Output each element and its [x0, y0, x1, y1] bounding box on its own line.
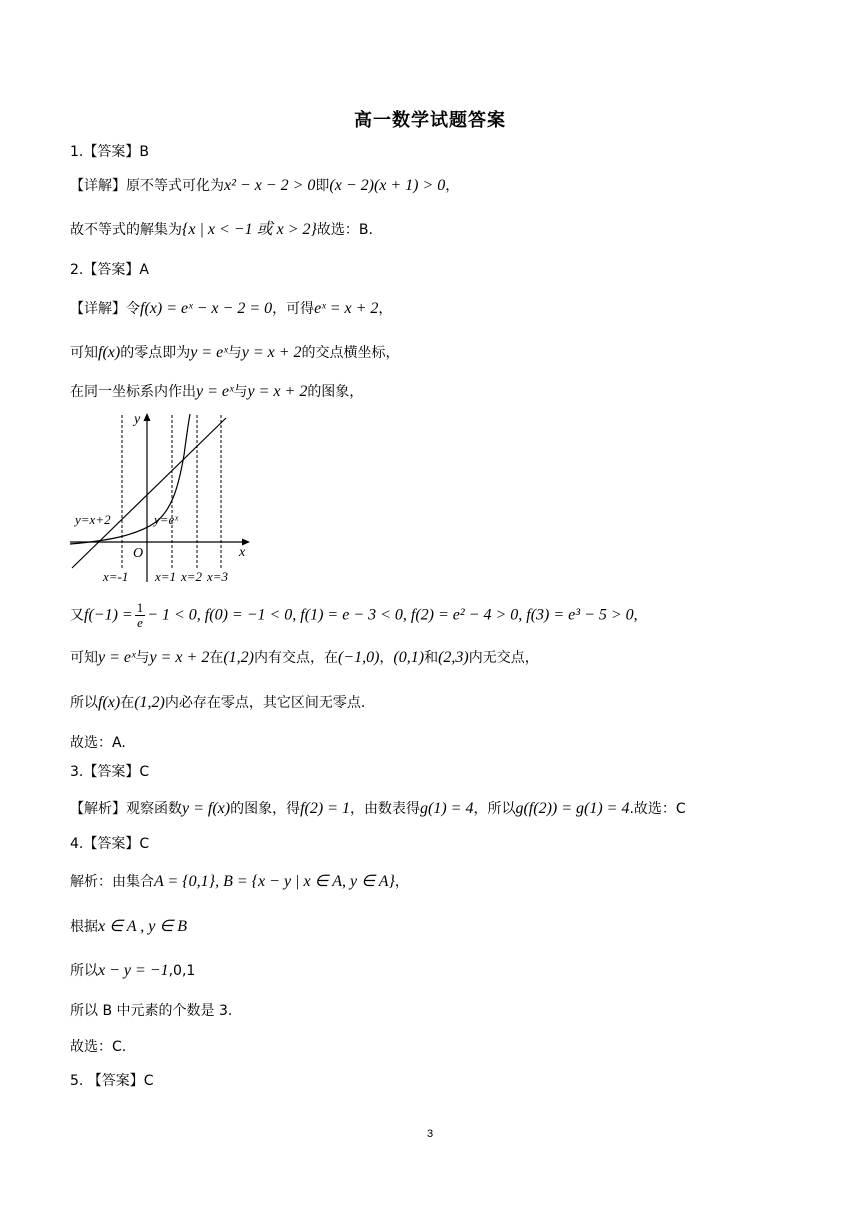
- q2-l5-mid1: 与: [135, 650, 150, 666]
- q2-line-6: [70, 693, 365, 713]
- q2-l4-values: − 1 < 0, f(0) = −1 < 0, f(1) = e − 3 < 0, f(2) = e² − 4 > 0, f(3) = e³ − 5 > 0,: [147, 606, 638, 624]
- page-title: 高一数学试题答案: [354, 110, 506, 131]
- q3-function: y = f(x): [182, 800, 231, 817]
- q2-l5-interval-neg1-0: (−1,0): [337, 649, 380, 666]
- q3-l1-mid3: ，所以: [473, 801, 516, 817]
- q3-composite: g(f(2)) = g(1) = 4: [515, 800, 630, 817]
- q2-l5-interval-0-1: (0,1): [393, 649, 425, 666]
- page-number: 3: [426, 1128, 434, 1140]
- q1-solution-choice: 故选：B.: [316, 222, 373, 238]
- q1-solution-prefix: 故不等式的解集为: [70, 222, 182, 238]
- q4-line-4: 所以 B 中元素的个数是 3.: [70, 1003, 233, 1019]
- q2-l1-prefix: 【详解】令: [70, 301, 140, 317]
- q2-l3-exp: y = eˣ: [196, 383, 234, 400]
- q2-l5-end: 内无交点，: [468, 650, 539, 666]
- q2-l1-mid: ，可得: [272, 301, 315, 317]
- q4-membership: x ∈ A , y ∈ B: [98, 918, 188, 935]
- q2-l6-fx: f(x): [98, 694, 121, 711]
- q2-l1-equation: f(x) = eˣ − x − 2 = 0: [140, 300, 273, 317]
- q2-l2-mid1: 的零点即为: [120, 345, 191, 361]
- line-label: y=x+2: [75, 512, 111, 527]
- q3-l1-prefix: 【解析】观察函数: [70, 801, 182, 817]
- q2-l6-mid: 在: [120, 695, 135, 711]
- q2-l3-line: y = x + 2: [247, 383, 308, 400]
- q3-l1-mid1: 的图象，得: [230, 801, 301, 817]
- q2-l5-interval-1-2: (1,2): [223, 649, 254, 666]
- q2-l1-end: ，: [378, 301, 393, 317]
- y-axis-arrow: [144, 413, 151, 421]
- q3-answer: 3.【答案】C: [70, 764, 150, 780]
- q2-l1-equation-2: eˣ = x + 2: [314, 300, 379, 317]
- vline-label-2: x=2: [181, 569, 203, 584]
- q1-factored-inequality: (x − 2)(x + 1) > 0: [329, 177, 446, 194]
- q1-detail: [70, 176, 459, 196]
- q2-line-5: [70, 648, 539, 668]
- vline-label-3: x=3: [207, 569, 229, 584]
- q1-detail-mid: 即: [315, 178, 330, 194]
- q2-l2-end: 的交点横坐标，: [301, 345, 400, 361]
- q2-l2-line: y = x + 2: [241, 344, 302, 361]
- q2-line-1: [70, 299, 392, 319]
- fraction-numerator: 1: [136, 600, 144, 615]
- q4-l1-prefix: 解析：由集合: [70, 874, 154, 890]
- line-y-x-plus-2: [72, 418, 226, 568]
- q2-l5-line: y = x + 2: [149, 649, 210, 666]
- q1-solution: [70, 220, 373, 240]
- q2-l3-mid: 与: [233, 384, 248, 400]
- q2-l5-interval-2-3: (2,3): [438, 649, 469, 666]
- q4-sets: A = {0,1}, B = {x − y | x ∈ A, y ∈ A}: [154, 873, 395, 890]
- q4-l1-end: ，: [394, 874, 409, 890]
- q4-line-1: [70, 872, 409, 892]
- q1-solution-set: {x | x < −1 或 x > 2}: [182, 221, 317, 238]
- function-graph: [66, 410, 256, 588]
- q2-l6-interval: (1,2): [134, 694, 165, 711]
- q2-l6-end: 内必存在零点，其它区间无零点.: [164, 695, 366, 711]
- q2-l4-prefix: 又: [70, 607, 84, 624]
- q2-line-3: [70, 382, 363, 402]
- q4-line-3: [70, 961, 195, 981]
- curve-label: y=eˣ: [154, 512, 178, 527]
- q2-l6-prefix: 所以: [70, 695, 98, 711]
- y-axis-label: y: [134, 412, 141, 427]
- q3-g1: g(1) = 4: [420, 800, 474, 817]
- q2-l4-f-neg1: f(−1) =: [84, 606, 133, 624]
- q2-l5-mid3: 内有交点，在: [253, 650, 338, 666]
- q3-f2: f(2) = 1: [300, 800, 351, 817]
- q3-line-1: [70, 799, 686, 819]
- q1-detail-end: ，: [445, 178, 460, 194]
- q2-l5-mid5: 和: [424, 650, 439, 666]
- q3-l1-end: .故选：C: [629, 801, 686, 817]
- q4-choice: 故选：C.: [70, 1039, 127, 1055]
- q4-l2-prefix: 根据: [70, 919, 98, 935]
- q2-l5-mid2: 在: [209, 650, 224, 666]
- q2-l2-exp: y = eˣ: [190, 344, 228, 361]
- q4-answer: 4.【答案】C: [70, 836, 150, 852]
- q4-difference: x − y = −1: [98, 962, 169, 979]
- q4-l3-prefix: 所以: [70, 963, 98, 979]
- q2-choice: 故选：A.: [70, 735, 126, 751]
- q2-line-2: [70, 343, 400, 363]
- q2-line-4: [70, 601, 638, 630]
- q5-answer: 5. 【答案】C: [70, 1073, 154, 1089]
- q1-detail-prefix: 【详解】原不等式可化为: [70, 178, 224, 194]
- q2-l5-mid4: ，: [379, 650, 394, 666]
- q1-inequality: x² − x − 2 > 0: [224, 177, 316, 194]
- x-axis-label: x: [239, 545, 246, 560]
- q2-l5-exp: y = eˣ: [98, 649, 136, 666]
- vline-label-neg1: x=-1: [103, 569, 129, 584]
- fraction-denominator: e: [137, 615, 143, 630]
- vline-label-1: x=1: [155, 569, 177, 584]
- q2-l4-fraction: [135, 601, 146, 630]
- q4-line-2: [70, 917, 187, 937]
- q2-l2-mid2: 与: [227, 345, 242, 361]
- q2-answer: 2.【答案】A: [70, 262, 149, 278]
- origin-label: O: [133, 546, 144, 561]
- q4-l3-end: ,0,1: [168, 963, 196, 979]
- q2-l3-end: 的图象，: [307, 384, 364, 400]
- q1-answer: 1.【答案】B: [70, 144, 149, 160]
- q2-l5-prefix: 可知: [70, 650, 98, 666]
- q2-l2-fx: f(x): [98, 344, 121, 361]
- q2-l3-prefix: 在同一坐标系内作出: [70, 384, 196, 400]
- q3-l1-mid2: ，由数表得: [350, 801, 421, 817]
- q2-l2-prefix: 可知: [70, 345, 98, 361]
